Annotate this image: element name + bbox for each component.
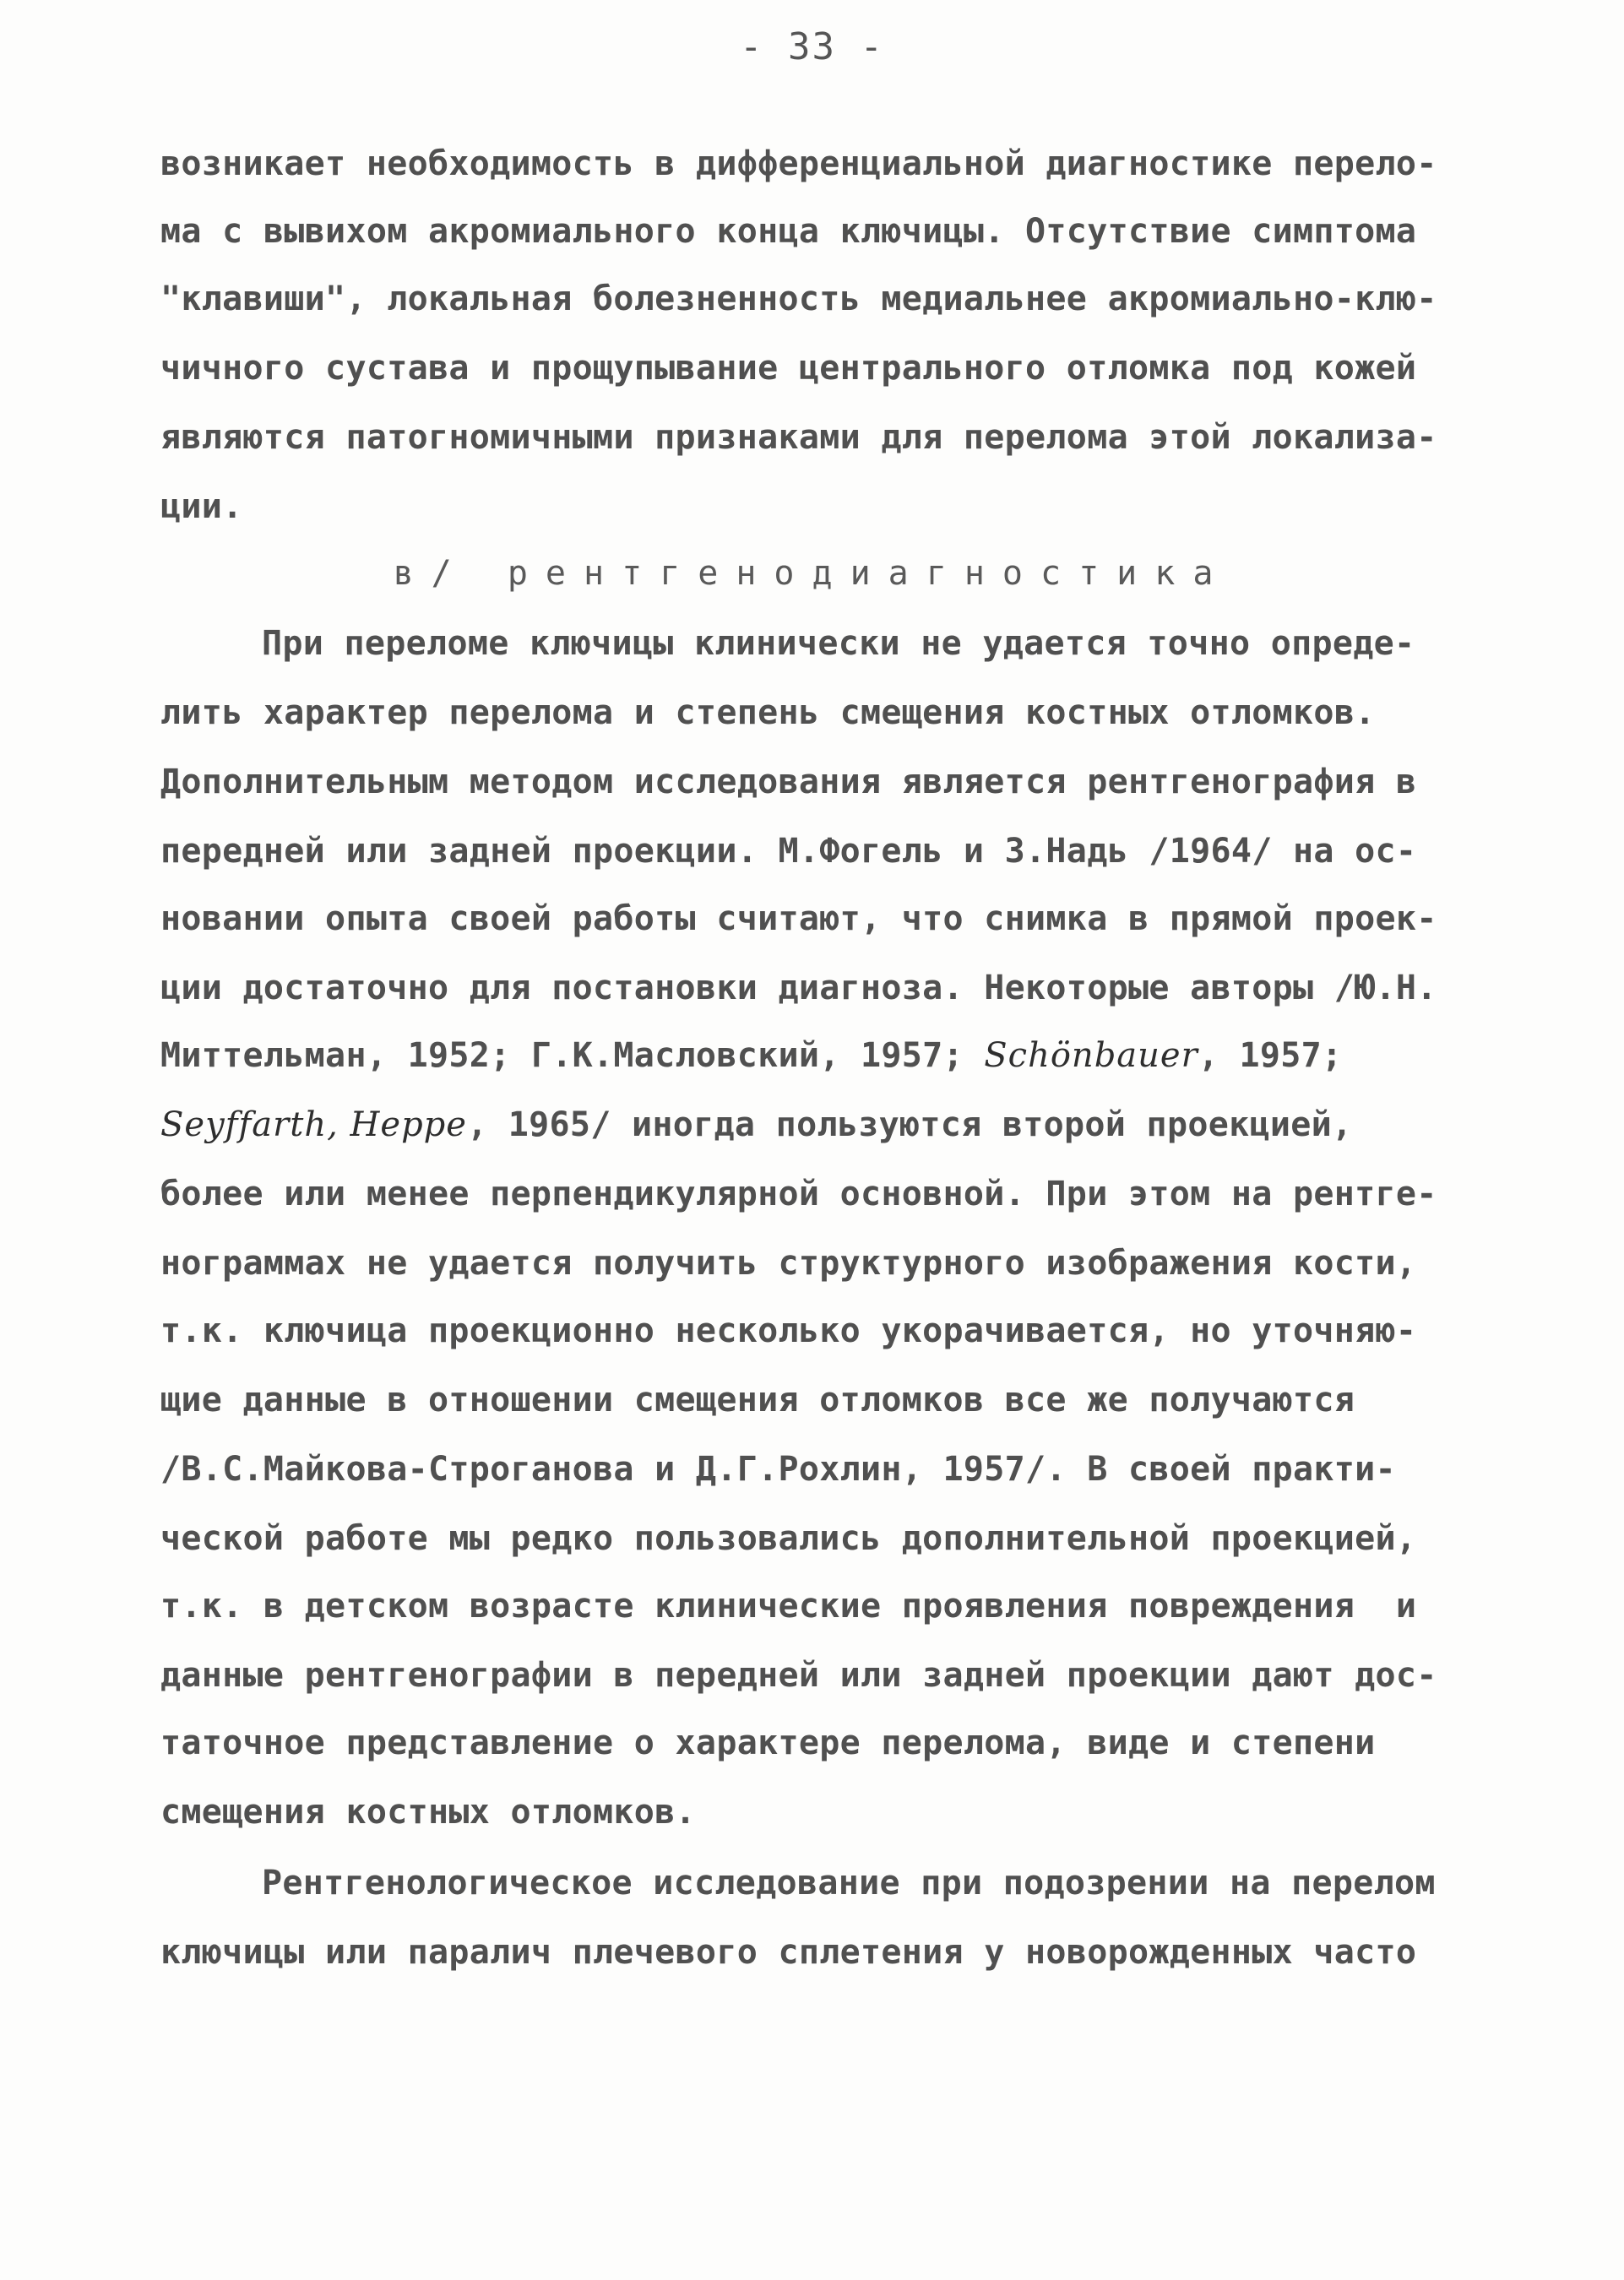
text-line: щие данные в отношении смещения отломков все же получаются (160, 1381, 1355, 1420)
text-line: ма с вывихом акромиального конца ключицы. Отсутствие симптома (160, 212, 1417, 251)
text-line: ключицы или паралич плечевого сплетения у новорожденных часто (160, 1933, 1417, 1972)
text-line: Рентгенологическое исследование при подозрении на перелом (262, 1864, 1436, 1903)
text-line: передней или задней проекции. М.Фогель и З.Надь /1964/ на ос- (160, 832, 1417, 871)
handwritten-author-names: Seyffarth, Heppe (160, 1105, 467, 1144)
text-line: таточное представление о характере перелома, виде и степени (160, 1724, 1376, 1762)
text-segment: Миттельман, 1952; Г.К.Масловский, 1957; (160, 1036, 985, 1075)
text-line: нограммах не удается получить структурного изображения кости, (160, 1244, 1417, 1283)
text-line: новании опыта своей работы считают, что снимка в прямой проек- (160, 899, 1437, 938)
text-line: более или менее перпендикулярной основной. При этом на рентге- (160, 1175, 1437, 1213)
page-number: - 33 - (740, 25, 884, 68)
text-line: "клавиши", локальная болезненность медиальнее акромиально-клю- (160, 280, 1437, 318)
text-line: данные рентгенографии в передней или задней проекции дают дос- (160, 1656, 1437, 1695)
text-line (160, 1105, 1478, 1145)
text-line: чичного сустава и прощупывание центрального отломка под кожей (160, 349, 1417, 388)
text-line: ческой работе мы редко пользовались дополнительной проекцией, (160, 1519, 1417, 1558)
text-line: т.к. ключица проекционно несколько укорачивается, но уточняю- (160, 1311, 1417, 1350)
text-line: возникает необходимость в дифференциальной диагностике перело- (160, 144, 1437, 183)
text-line: ции достаточно для постановки диагноза. Некоторые авторы /Ю.Н. (160, 969, 1437, 1007)
text-line (160, 1035, 1478, 1076)
text-line: лить характер перелома и степень смещения костных отломков. (160, 693, 1376, 732)
text-line: /В.С.Майкова-Строганова и Д.Г.Рохлин, 1957/. В своей практи- (160, 1450, 1396, 1489)
text-line: При переломе ключицы клинически не удается точно опреде- (262, 624, 1415, 663)
text-line: являются патогномичными признаками для перелома этой локализа- (160, 418, 1437, 457)
section-heading: в/ рентгенодиагностика (393, 554, 1231, 593)
text-segment: , 1957; (1198, 1036, 1343, 1075)
text-line: т.к. в детском возрасте клинические проявления повреждения и (160, 1587, 1417, 1626)
text-line: ции. (160, 487, 243, 526)
handwritten-author-name: Schönbauer (984, 1036, 1198, 1075)
text-segment: , 1965/ иногда пользуются второй проекцией, (466, 1105, 1353, 1144)
text-line: смещения костных отломков. (160, 1793, 696, 1832)
text-line: Дополнительным методом исследования является рентгенография в (160, 763, 1417, 801)
